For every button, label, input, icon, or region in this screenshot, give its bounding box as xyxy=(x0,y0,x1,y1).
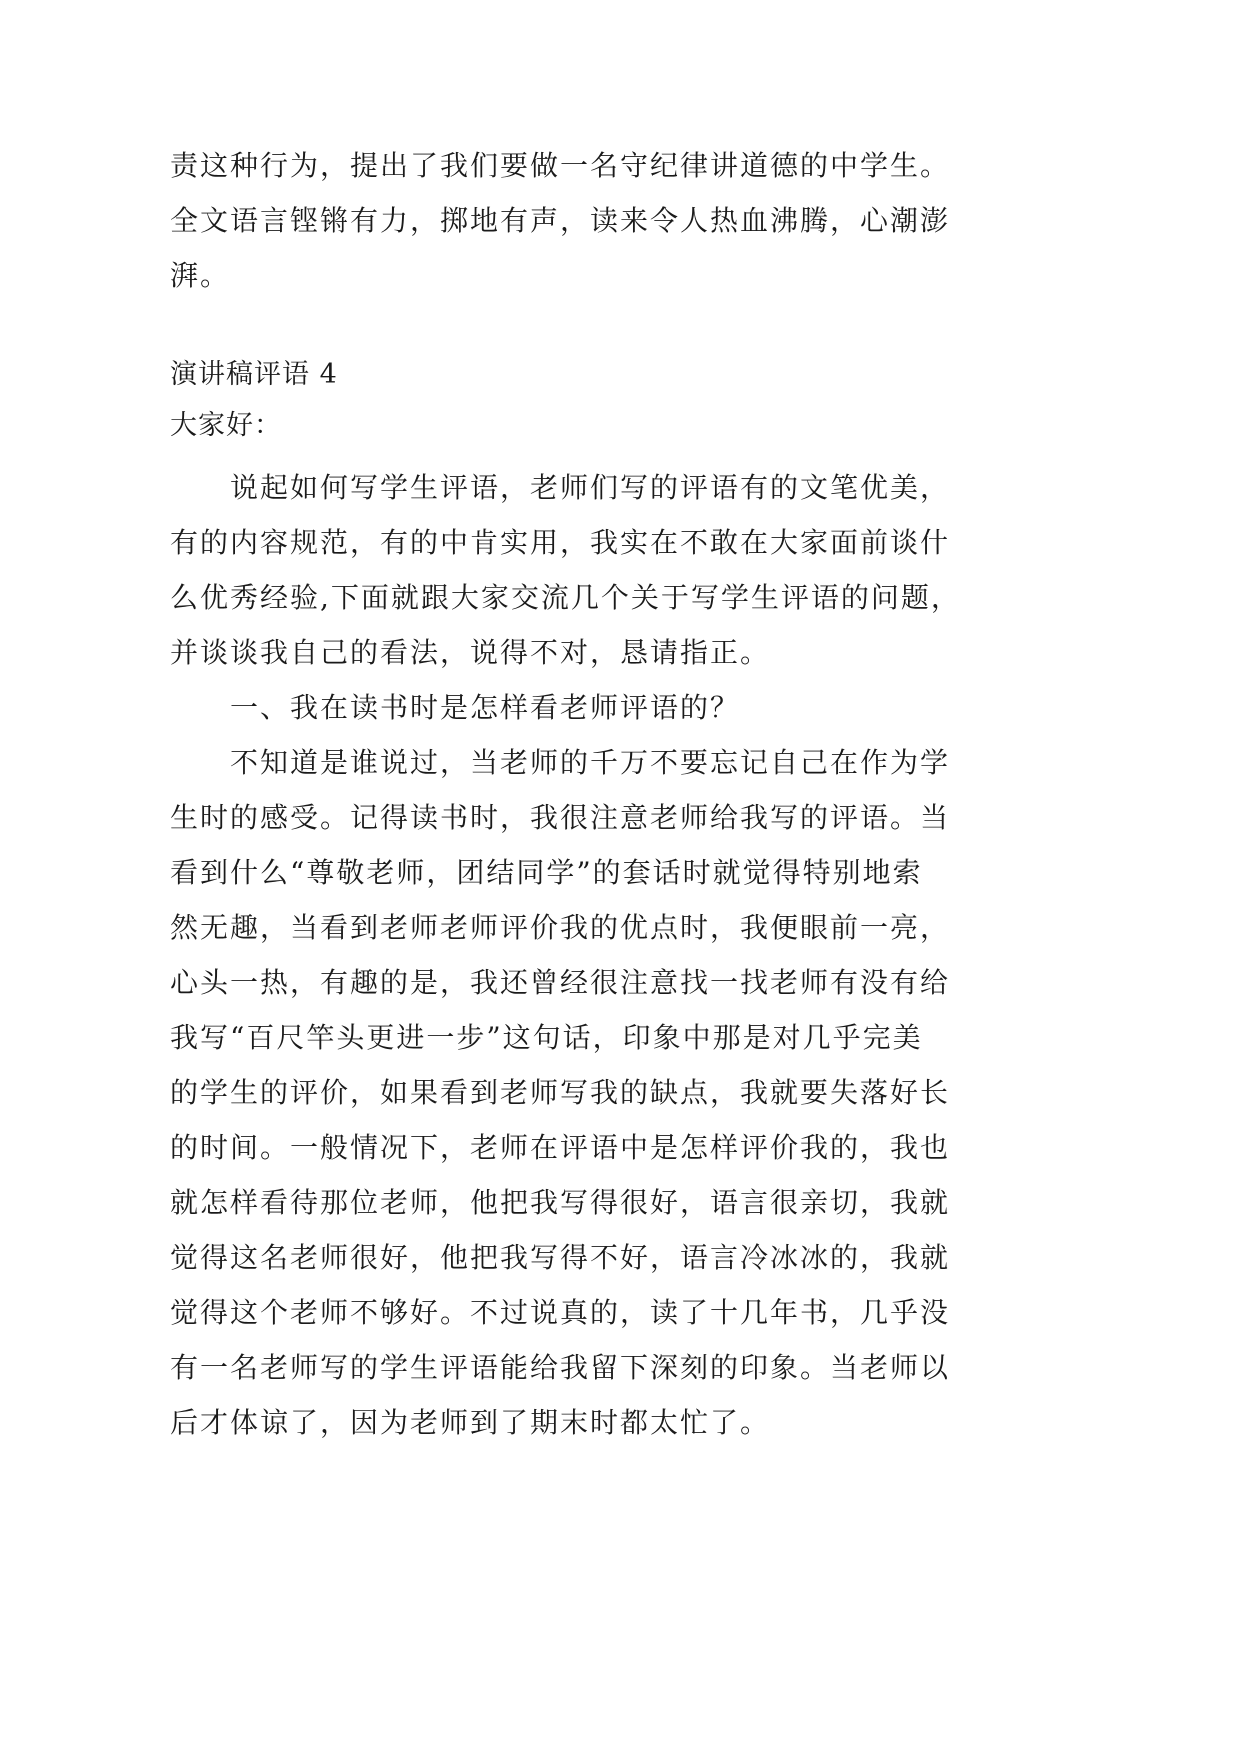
text-line: 有一名老师写的学生评语能给我留下深刻的印象。当老师以 xyxy=(170,1351,951,1384)
text-line: 然无趣，当看到老师老师评价我的优点时，我便眼前一亮， xyxy=(170,911,951,944)
text-line: 的时间。一般情况下，老师在评语中是怎样评价我的，我也 xyxy=(170,1131,951,1164)
text-line: 觉得这名老师很好，他把我写得不好，语言冷冰冰的，我就 xyxy=(170,1241,951,1274)
body-text xyxy=(170,460,970,1450)
intro-paragraph xyxy=(170,138,970,303)
subheading-line: 一、我在读书时是怎样看老师评语的？ xyxy=(170,691,741,724)
text-line: 责这种行为，提出了我们要做一名守纪律讲道德的中学生。 xyxy=(170,149,951,182)
text-line: 不知道是谁说过，当老师的千万不要忘记自己在作为学 xyxy=(170,746,951,779)
text-line: 全文语言铿锵有力，掷地有声，读来令人热血沸腾，心潮澎 xyxy=(170,204,951,237)
text-line: 说起如何写学生评语，老师们写的评语有的文笔优美， xyxy=(170,471,951,504)
text-line: 湃。 xyxy=(170,259,231,292)
section-title: 演讲稿评语 4 xyxy=(170,359,338,390)
text-line: 的学生的评价，如果看到老师写我的缺点，我就要失落好长 xyxy=(170,1076,951,1109)
text-line: 就怎样看待那位老师，他把我写得很好，语言很亲切，我就 xyxy=(170,1186,951,1219)
text-line: 并谈谈我自己的看法，说得不对，恳请指正。 xyxy=(170,636,771,669)
text-line: 我写“百尺竿头更进一步”这句话，印象中那是对几乎完美 xyxy=(170,1021,923,1054)
text-line: 有的内容规范，有的中肯实用，我实在不敢在大家面前谈什 xyxy=(170,526,951,559)
text-line: 后才体谅了，因为老师到了期末时都太忙了。 xyxy=(170,1406,771,1439)
text-line: 生时的感受。记得读书时，我很注意老师给我写的评语。当 xyxy=(170,801,951,834)
text-line: 心头一热，有趣的是，我还曾经很注意找一找老师有没有给 xyxy=(170,966,951,999)
text-line: 么优秀经验,下面就跟大家交流几个关于写学生评语的问题， xyxy=(170,581,961,614)
text-line: 看到什么“尊敬老师，团结同学”的套话时就觉得特别地索 xyxy=(170,856,923,889)
text-line: 觉得这个老师不够好。不过说真的，读了十几年书，几乎没 xyxy=(170,1296,951,1329)
greeting: 大家好： xyxy=(170,410,282,441)
